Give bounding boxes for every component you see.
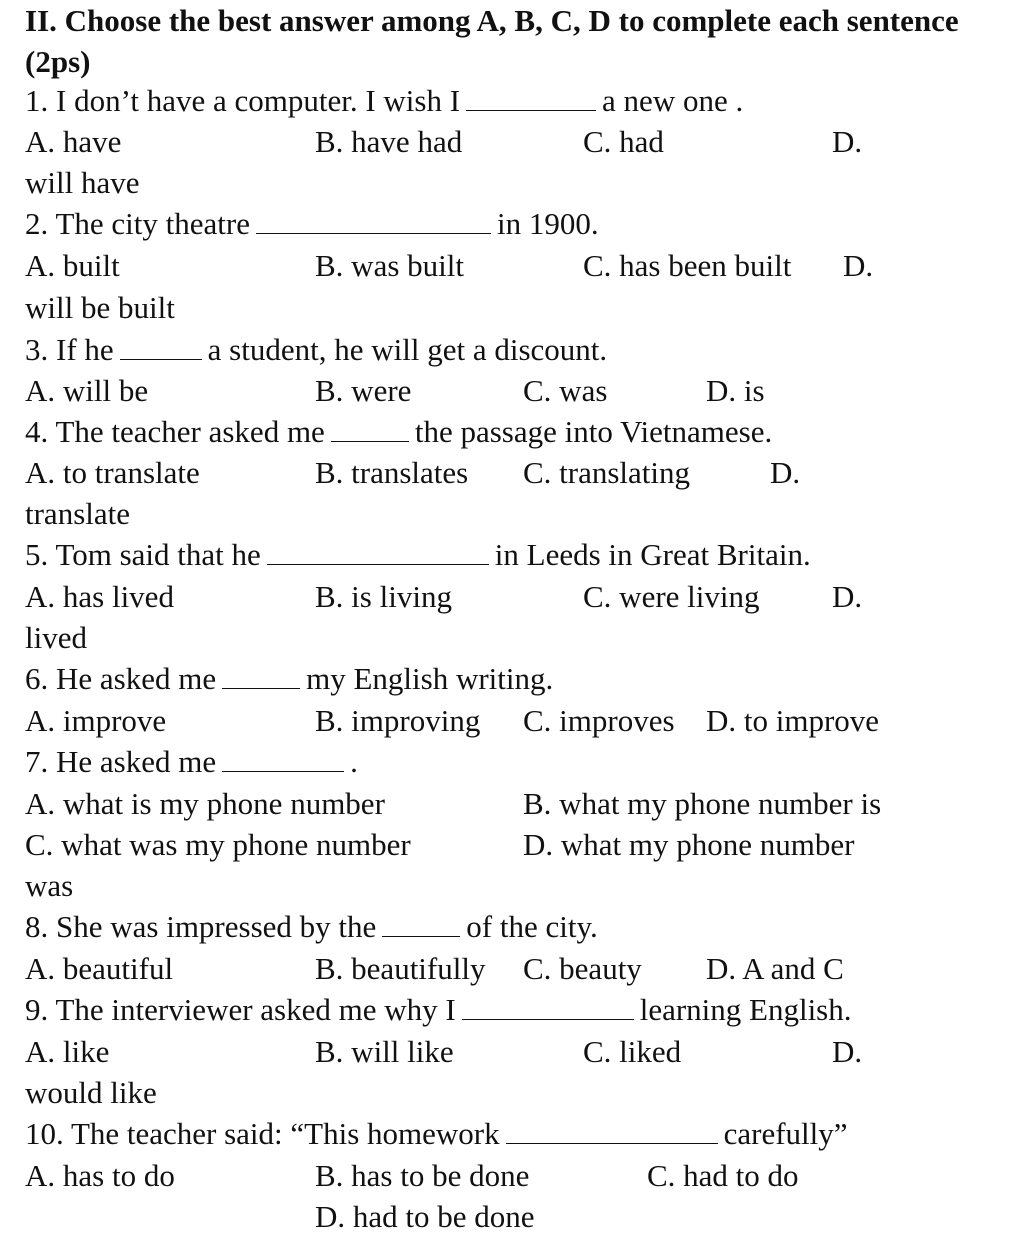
question-tail: a student, he will get a discount. [207, 332, 608, 367]
option-b: B. has to be done [315, 1158, 530, 1193]
option-d: D. A and C [706, 951, 844, 986]
option-b: B. what my phone number is [523, 786, 882, 821]
question-tail: in Leeds in Great Britain. [494, 537, 811, 572]
option-c: C. translating [523, 455, 691, 490]
option-c: C. improves [523, 703, 675, 738]
question-4 [25, 411, 772, 452]
option-c: C. had [583, 124, 664, 159]
option-d-wrap: will have [25, 165, 140, 200]
question-5 [25, 534, 811, 575]
section-heading: II. Choose the best answer among A, B, C, D to complete each sentence (2ps) [25, 3, 959, 79]
question-stem: 9. The interviewer asked me why I [25, 992, 456, 1027]
question-stem: 8. She was impressed by the [25, 909, 377, 944]
option-b: B. translates [315, 455, 469, 490]
answer-blank [120, 337, 202, 360]
question-9 [25, 989, 852, 1030]
question-stem: 5. Tom said that he [25, 537, 261, 572]
option-d: D. [770, 455, 801, 490]
option-d: D. [832, 1034, 863, 1069]
option-c: C. were living [583, 579, 760, 614]
option-b: B. will like [315, 1034, 454, 1069]
question-stem: 10. The teacher said: “This homework [25, 1116, 500, 1151]
answer-blank [267, 542, 489, 565]
answer-blank [506, 1121, 718, 1144]
question-8 [25, 906, 598, 947]
option-a: A. to translate [25, 455, 200, 490]
option-d-wrap: translate [25, 496, 131, 531]
option-c: C. liked [583, 1034, 682, 1069]
question-stem: 3. If he [25, 332, 114, 367]
question-stem: 1. I don’t have a computer. I wish I [25, 83, 461, 118]
option-d: D. [832, 124, 863, 159]
option-d: D. what my phone number [523, 827, 855, 862]
question-tail: . [350, 744, 358, 779]
option-a: A. has lived [25, 579, 174, 614]
answer-blank [222, 749, 344, 772]
answer-blank [331, 419, 409, 442]
option-a: A. improve [25, 703, 167, 738]
option-c: C. beauty [523, 951, 642, 986]
question-stem: 2. The city theatre [25, 206, 250, 241]
option-a: A. have [25, 124, 122, 159]
option-c: C. had to do [647, 1158, 799, 1193]
option-b: B. improving [315, 703, 481, 738]
option-d: D. had to be done [315, 1199, 535, 1234]
option-d: D. to improve [706, 703, 880, 738]
option-c: C. what was my phone number [25, 827, 411, 862]
option-d-wrap: would like [25, 1075, 157, 1110]
question-7 [25, 741, 358, 782]
question-tail: in 1900. [496, 206, 599, 241]
question-2 [25, 203, 599, 244]
question-stem: 4. The teacher asked me [25, 414, 325, 449]
option-b: B. is living [315, 579, 452, 614]
option-d-wrap: will be built [25, 290, 175, 325]
option-a: A. built [25, 248, 120, 283]
question-stem: 7. He asked me [25, 744, 217, 779]
question-tail: of the city. [466, 909, 598, 944]
question-tail: my English writing. [306, 661, 554, 696]
answer-blank [462, 997, 634, 1020]
answer-blank [222, 666, 300, 689]
option-a: A. what is my phone number [25, 786, 385, 821]
option-b: B. were [315, 373, 412, 408]
option-a: A. will be [25, 373, 149, 408]
answer-blank [382, 914, 460, 937]
option-b: B. was built [315, 248, 464, 283]
option-b: B. have had [315, 124, 463, 159]
question-tail: carefully” [723, 1116, 848, 1151]
question-10 [25, 1113, 848, 1154]
question-6 [25, 658, 553, 699]
question-1 [25, 80, 743, 121]
question-tail: learning English. [639, 992, 852, 1027]
option-d: D. is [706, 373, 765, 408]
option-a: A. beautiful [25, 951, 174, 986]
option-d-wrap: lived [25, 620, 87, 655]
question-3 [25, 329, 607, 370]
question-tail: the passage into Vietnamese. [414, 414, 773, 449]
answer-blank [466, 88, 596, 111]
option-d: D. [832, 579, 863, 614]
option-c: C. has been built [583, 248, 792, 283]
question-stem: 6. He asked me [25, 661, 217, 696]
option-d: D. [843, 248, 874, 283]
question-tail: a new one . [602, 83, 744, 118]
option-d-wrap: was [25, 868, 74, 903]
option-a: A. has to do [25, 1158, 175, 1193]
option-a: A. like [25, 1034, 110, 1069]
option-b: B. beautifully [315, 951, 486, 986]
answer-blank [256, 211, 491, 234]
option-c: C. was [523, 373, 608, 408]
